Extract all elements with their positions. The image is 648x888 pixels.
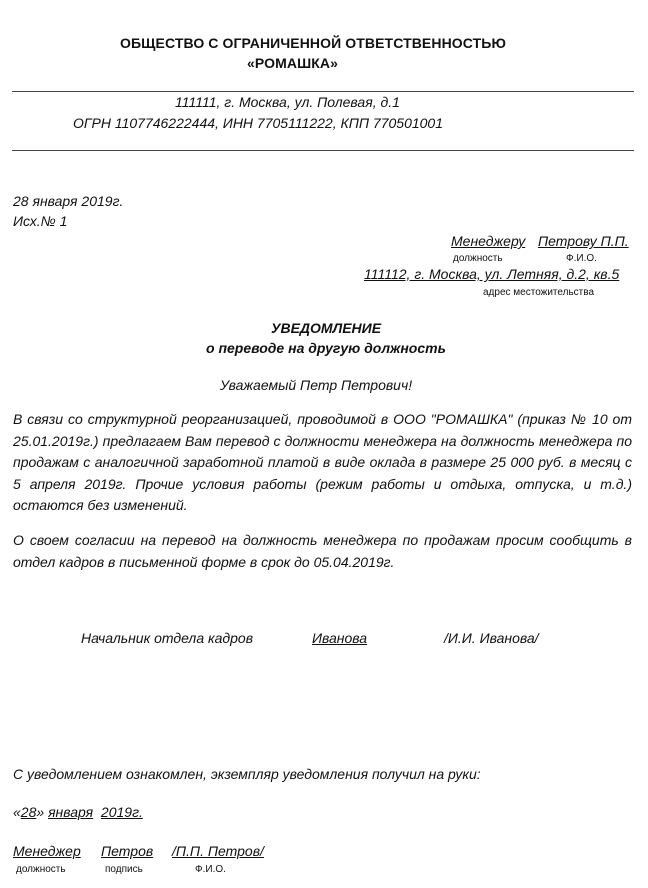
org-name-line1: ОБЩЕСТВО С ОГРАНИЧЕННОЙ ОТВЕТСТВЕННОСТЬЮ <box>120 35 506 51</box>
ack-day: 28 <box>20 804 37 820</box>
recipient-address-caption: адрес местожительства <box>483 287 595 298</box>
outgoing-number: Исх.№ 1 <box>13 213 68 229</box>
notice-subtitle: о переводе на другую должность <box>206 340 446 356</box>
body-paragraph-1: В связи со структурной реорганизацией, проводимой в ООО "РОМАШКА" (приказ № 10 от 25.01.2019г.) предлагаем Вам перевод с должности менеджера на должность менеджера по продажам с аналогичной заработной платой в виде оклада в размере 25 000 руб. в месяц с 5 апреля 2019г. Прочие условия работы (режим работы и отдыха, отпуска, и т.д.) остаются без изменений. <box>13 411 632 513</box>
org-name-line2: «РОМАШКА» <box>247 55 339 71</box>
signer-name: /И.И. Иванова/ <box>444 630 539 646</box>
signer-signature: Иванова <box>312 630 368 646</box>
ack-year: 2019г. <box>100 804 143 820</box>
ack-signature: Петров <box>101 843 154 859</box>
acknowledgment-text: С уведомлением ознакомлен, экземпляр уведомления получил на руки: <box>13 766 481 782</box>
body-paragraph-2: О своем согласии на перевод на должность менеджера по продажам просим сообщить в отдел кадров в письменной форме в срок до 05.04.2019г. <box>13 532 632 570</box>
notice-title: УВЕДОМЛЕНИЕ <box>271 320 382 336</box>
ack-day-close-quote: » <box>36 804 45 820</box>
greeting: Уважаемый Петр Петрович! <box>220 377 413 393</box>
recipient-name-caption: Ф.И.О. <box>566 253 597 264</box>
ack-signature-caption: подпись <box>105 864 143 875</box>
ack-position-caption: должность <box>16 864 66 875</box>
ack-month: января <box>48 804 94 820</box>
ack-name-caption: Ф.И.О. <box>195 864 226 875</box>
recipient-position: Менеджеру <box>451 233 526 249</box>
org-requisites: ОГРН 1107746222444, ИНН 7705111222, КПП 770501001 <box>73 115 443 131</box>
document-date: 28 января 2019г. <box>13 193 124 209</box>
ack-position: Менеджер <box>13 843 81 859</box>
ack-name: /П.П. Петров/ <box>172 843 264 859</box>
org-address: 111111, г. Москва, ул. Полевая, д.1 <box>175 94 400 110</box>
acknowledgment-date <box>13 804 143 820</box>
recipient-address: 111112, г. Москва, ул. Летняя, д.2, кв.5 <box>364 266 620 282</box>
header-bottom-divider <box>12 150 634 151</box>
header-top-divider <box>12 91 634 92</box>
recipient-position-caption: должность <box>453 253 503 264</box>
ack-day-open-quote: « <box>13 804 21 820</box>
signer-position: Начальник отдела кадров <box>81 630 254 646</box>
recipient-name: Петрову П.П. <box>538 233 629 249</box>
